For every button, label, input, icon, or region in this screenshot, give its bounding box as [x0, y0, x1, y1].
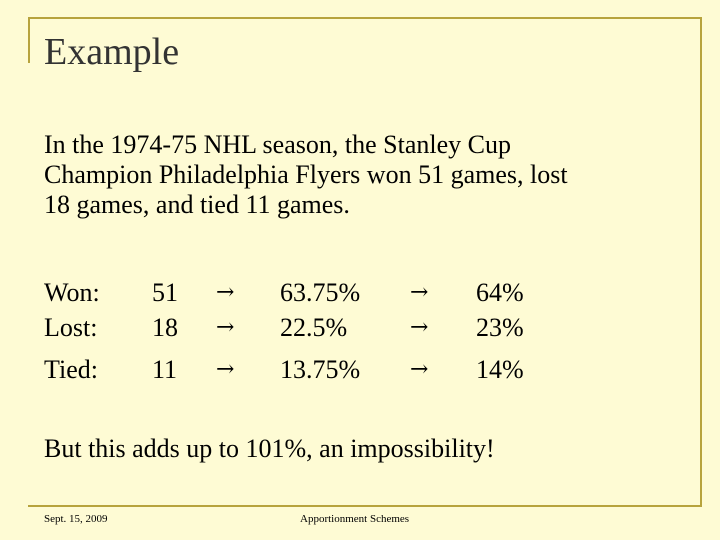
games-count: 51: [152, 278, 178, 307]
right-arrow-icon: →: [410, 315, 429, 340]
frame-right-line: [700, 17, 702, 507]
exact-percent: 22.5%: [280, 313, 348, 342]
footer-topic: Apportionment Schemes: [300, 513, 410, 525]
exact-percent: 63.75%: [280, 278, 361, 307]
right-arrow-icon: →: [216, 357, 235, 382]
frame-left-line: [28, 17, 30, 63]
intro-line: Champion Philadelphia Flyers won 51 games, lost: [44, 160, 568, 189]
footer-date: Sept. 15, 2009: [44, 513, 108, 525]
slide-title: Example: [44, 31, 180, 73]
rounded-percent: 64%: [476, 278, 524, 307]
rounded-percent: 23%: [476, 313, 524, 342]
row-label: Lost:: [44, 313, 98, 342]
rounded-percent: 14%: [476, 355, 524, 384]
games-count: 18: [152, 313, 178, 342]
exact-percent: 13.75%: [280, 355, 361, 384]
intro-paragraph: [44, 130, 674, 220]
right-arrow-icon: →: [216, 315, 235, 340]
right-arrow-icon: →: [410, 280, 429, 305]
games-count: 11: [152, 355, 178, 384]
right-arrow-icon: →: [410, 357, 429, 382]
row-label: Tied:: [44, 355, 98, 384]
intro-line: In the 1974-75 NHL season, the Stanley Cup: [44, 130, 511, 159]
right-arrow-icon: →: [216, 280, 235, 305]
frame-top-line: [28, 17, 702, 19]
intro-line: 18 games, and tied 11 games.: [44, 190, 350, 219]
frame-bottom-line: [28, 505, 702, 507]
row-label: Won:: [44, 278, 100, 307]
conclusion-text: But this adds up to 101%, an impossibility!: [44, 434, 495, 463]
